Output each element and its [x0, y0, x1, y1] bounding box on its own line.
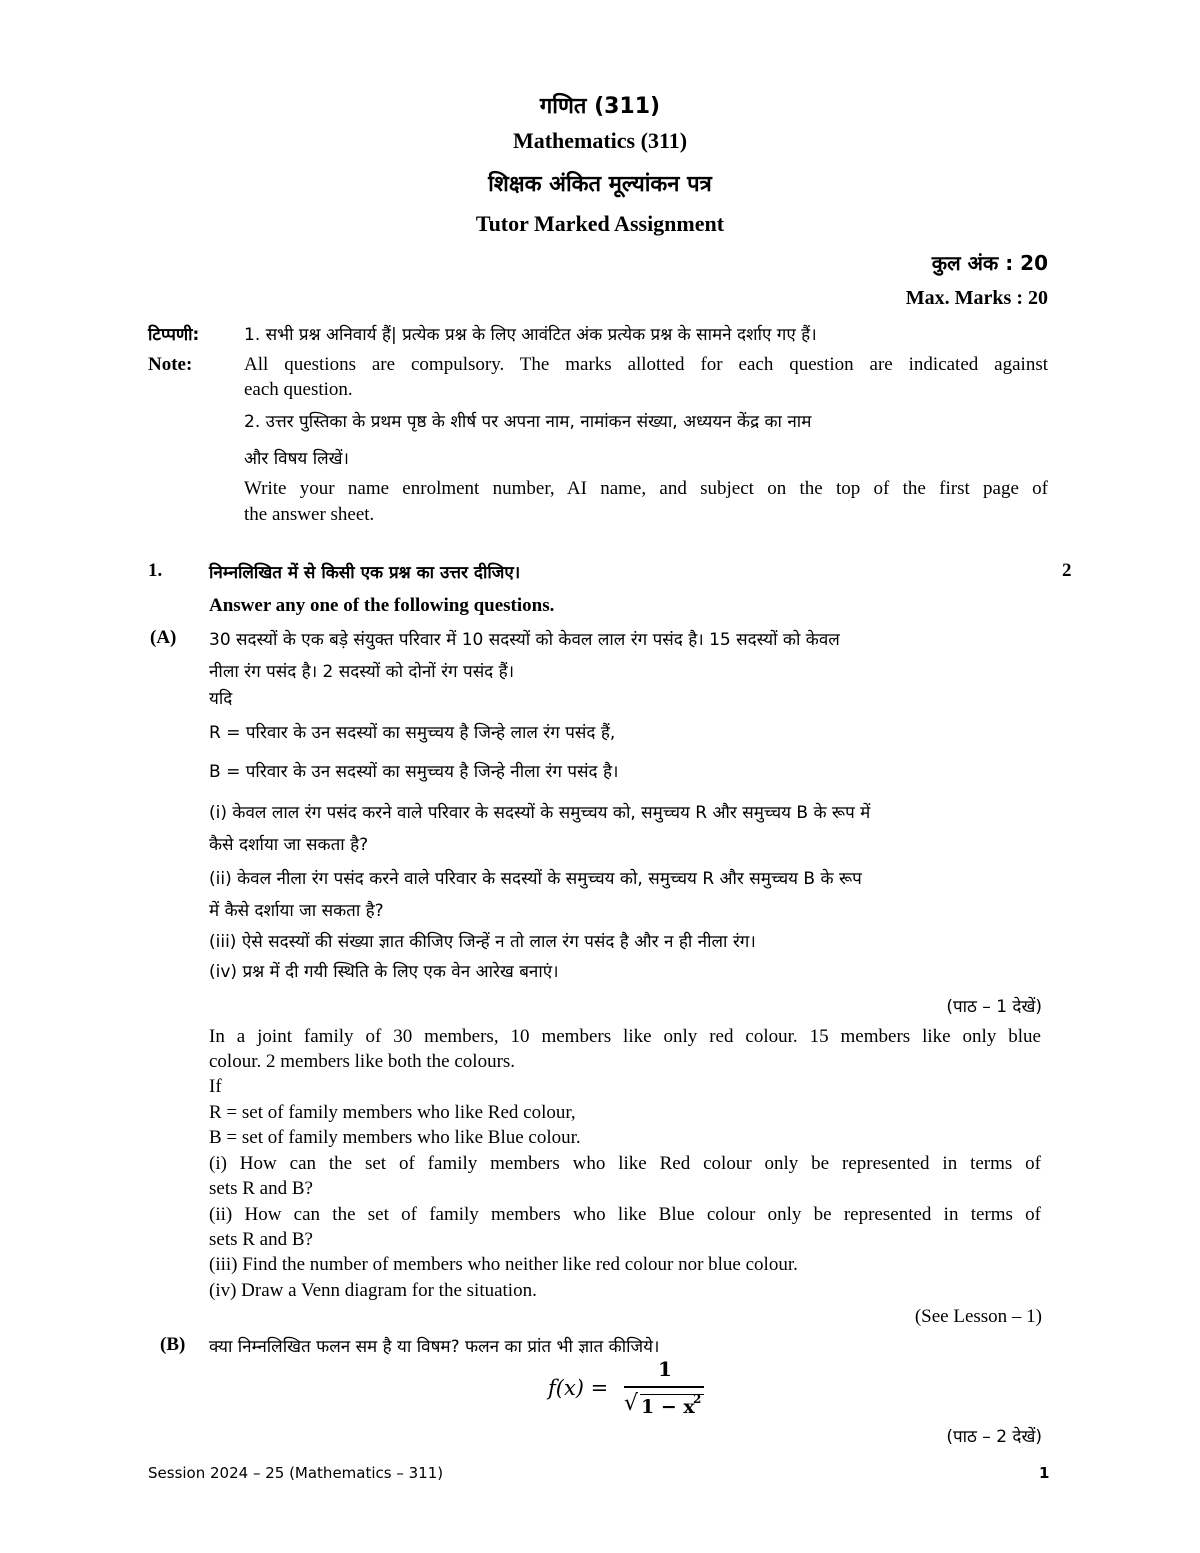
part-a-hindi-line: (iii) ऐसे सदस्यों की संख्या ज्ञात कीजिए जिन्हें न तो लाल रंग पसंद है और न ही नीला रंग। — [209, 932, 756, 952]
part-a-english-line: If — [209, 1076, 222, 1097]
part-a-english-line: In a joint family of 30 members, 10 members like only red colour. 15 members like only blue — [209, 1026, 1041, 1047]
question-number: 1. — [148, 560, 163, 581]
question-instruction-hindi: निम्नलिखित में से किसी एक प्रश्न का उत्तर दीजिए। — [209, 563, 521, 583]
note-1-hindi: 1. सभी प्रश्न अनिवार्य हैं| प्रत्येक प्रश्न के लिए आवंटित अंक प्रत्येक प्रश्न के सामने दर्शाए गए हैं। — [244, 325, 817, 345]
question-instruction-english: Answer any one of the following questions. — [209, 595, 555, 616]
note-2-hindi-line1: 2. उत्तर पुस्तिका के प्रथम पृष्ठ के शीर्ष पर अपना नाम, नामांकन संख्या, अध्ययन केंद्र का नाम — [244, 412, 812, 432]
sqrt-sign: √ — [624, 1391, 639, 1416]
part-a-label: (A) — [150, 627, 177, 648]
part-a-english-line: sets R and B? — [209, 1229, 313, 1250]
formula-denominator: 1 − x — [641, 1396, 695, 1418]
note-1-english-line2: each question. — [244, 379, 353, 400]
question-marks: 2 — [1062, 560, 1072, 581]
part-a-hindi-line: (ii) केवल नीला रंग पसंद करने वाले परिवार के सदस्यों के समुच्चय को, समुच्चय R और समुच्चय B के रूप — [209, 869, 862, 889]
note-2-hindi-line2: और विषय लिखें। — [244, 449, 349, 469]
fraction-bar — [624, 1386, 704, 1388]
part-a-hindi-line: 30 सदस्यों के एक बड़े संयुक्त परिवार में 10 सदस्यों को केवल लाल रंग पसंद है। 15 सदस्यों को केवल — [209, 630, 840, 650]
part-a-hindi-line: (i) केवल लाल रंग पसंद करने वाले परिवार के सदस्यों के समुच्चय को, समुच्चय R और समुच्चय B के रूप में — [209, 803, 871, 823]
title-hindi: गणित (311) — [539, 94, 661, 119]
note-label-hindi: टिप्पणी: — [148, 325, 200, 345]
part-a-hindi-line: नीला रंग पसंद है। 2 सदस्यों को दोनों रंग पसंद हैं। — [209, 662, 515, 682]
part-a-english-line: (ii) How can the set of family members who like Blue colour only be represented in terms of — [209, 1204, 1041, 1225]
part-a-hindi-line: B = परिवार के उन सदस्यों का समुच्चय है जिन्हे नीला रंग पसंद है। — [209, 762, 619, 782]
formula-numerator: 1 — [658, 1357, 672, 1381]
part-a-english-line: (i) How can the set of family members who like Red colour only be represented in terms of — [209, 1153, 1041, 1174]
part-a-english-line: B = set of family members who like Blue colour. — [209, 1127, 581, 1148]
footer-session: Session 2024 – 25 (Mathematics – 311) — [148, 1464, 444, 1482]
part-a-english-line: colour. 2 members like both the colours. — [209, 1051, 516, 1072]
part-a-hindi-line: (iv) प्रश्न में दी गयी स्थिति के लिए एक वेन आरेख बनाएं। — [209, 962, 559, 982]
part-a-english-line: (iv) Draw a Venn diagram for the situation. — [209, 1280, 537, 1301]
part-a-lesson-ref-english: (See Lesson – 1) — [914, 1306, 1042, 1327]
part-a-english-line: sets R and B? — [209, 1178, 313, 1199]
part-b-lesson-ref-hindi: (पाठ – 2 देखें) — [946, 1427, 1042, 1447]
formula-lhs: f(x) = — [548, 1376, 609, 1400]
part-a-hindi-line: R = परिवार के उन सदस्यों का समुच्चय है जिन्हे लाल रंग पसंद हैं, — [209, 723, 616, 743]
note-label-english: Note: — [148, 354, 193, 375]
footer-page-number: 1 — [1039, 1464, 1050, 1482]
part-a-english-line: R = set of family members who like Red colour, — [209, 1102, 576, 1123]
part-a-hindi-line: में कैसे दर्शाया जा सकता है? — [209, 901, 384, 921]
part-a-hindi-line: कैसे दर्शाया जा सकता है? — [209, 835, 369, 855]
max-marks-hindi: कुल अंक : 20 — [931, 251, 1048, 275]
subtitle-english: Tutor Marked Assignment — [475, 211, 725, 236]
formula-exponent: 2 — [693, 1392, 702, 1406]
part-a-lesson-ref-hindi: (पाठ – 1 देखें) — [946, 997, 1042, 1017]
note-2-english-line2: the answer sheet. — [244, 504, 375, 525]
subtitle-hindi: शिक्षक अंकित मूल्यांकन पत्र — [488, 172, 712, 197]
part-a-hindi-line: यदि — [209, 689, 233, 709]
note-1-english-line1: All questions are compulsory. The marks allotted for each question are indicated against — [244, 354, 1048, 375]
title-english: Mathematics (311) — [512, 128, 688, 153]
part-b-hindi: क्या निम्नलिखित फलन सम है या विषम? फलन का प्रांत भी ज्ञात कीजिये। — [209, 1337, 660, 1357]
part-a-english-line: (iii) Find the number of members who neither like red colour nor blue colour. — [209, 1254, 798, 1275]
max-marks-english: Max. Marks : 20 — [905, 287, 1048, 309]
part-b-label: (B) — [160, 1334, 186, 1355]
note-2-english-line1: Write your name enrolment number, AI name, and subject on the top of the first page of — [244, 478, 1048, 499]
